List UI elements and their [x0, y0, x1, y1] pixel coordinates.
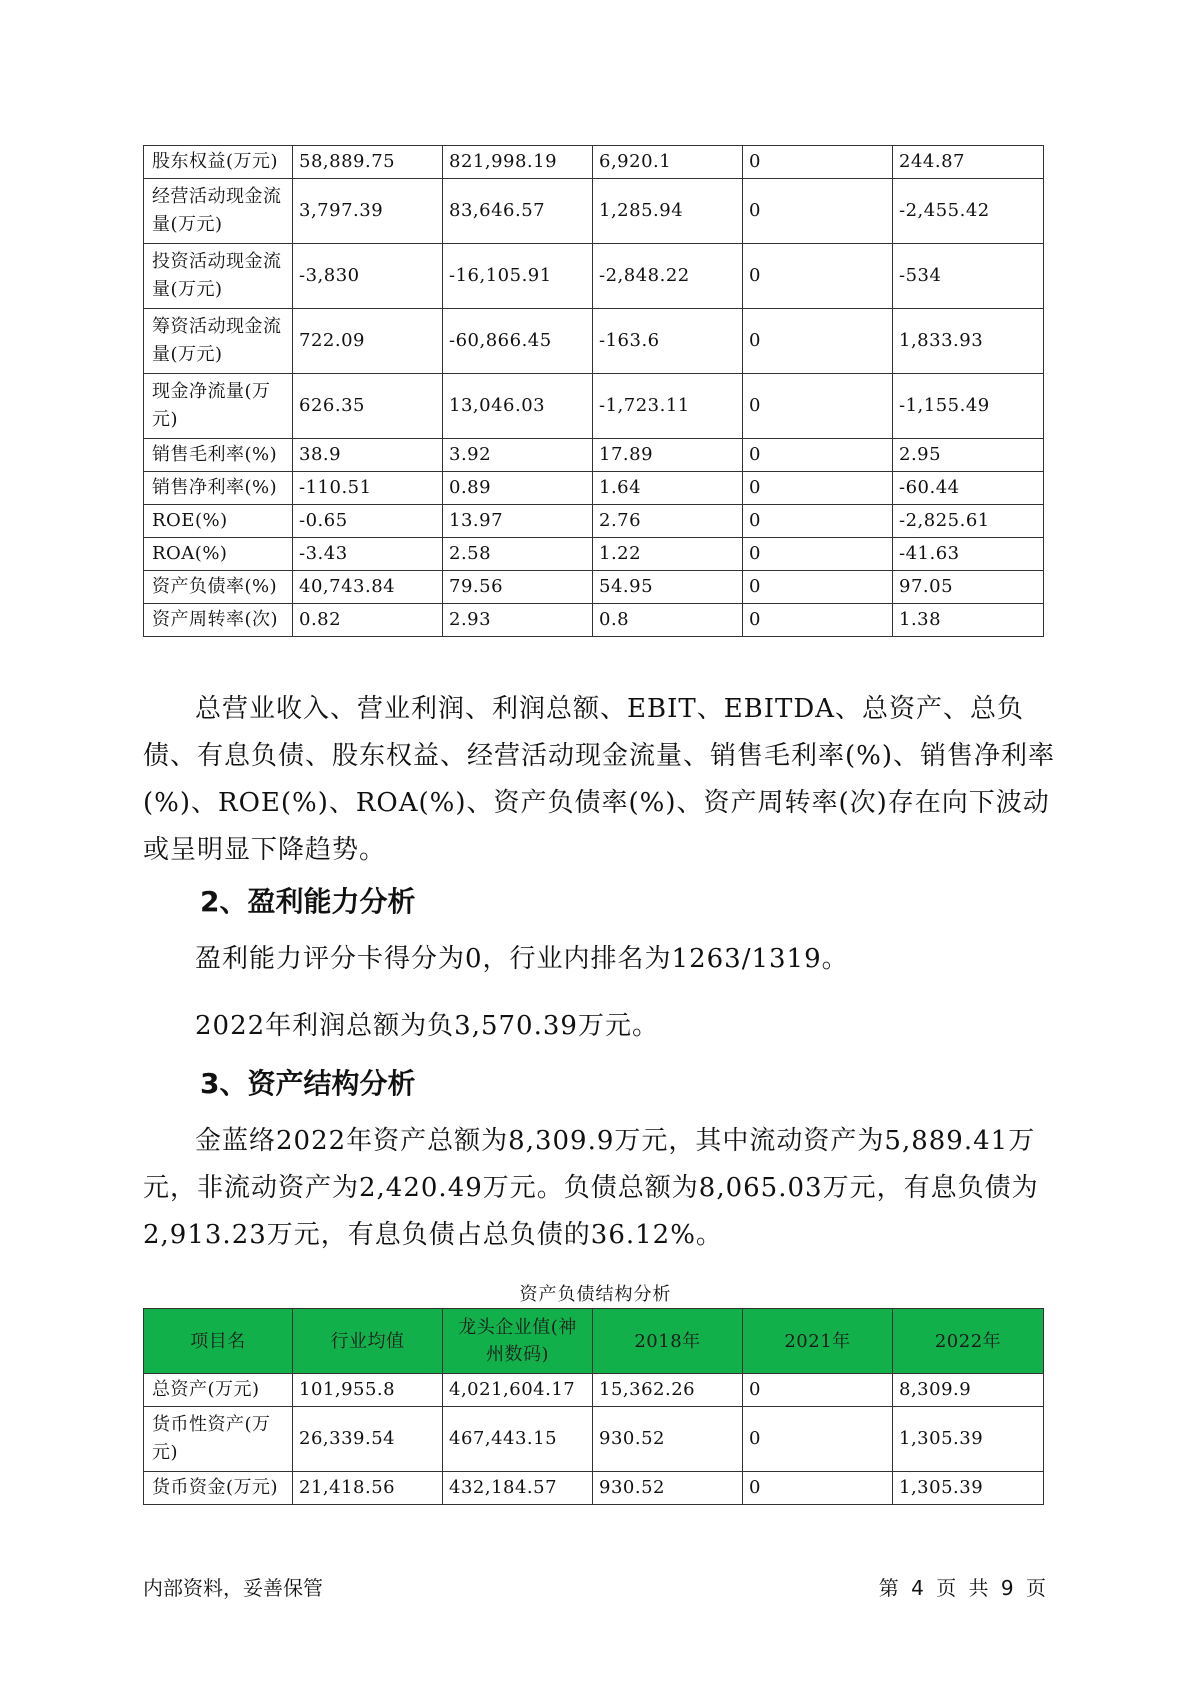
table-row: [144, 146, 1044, 179]
cell: 83,646.57: [443, 179, 593, 244]
cell: 0.82: [293, 604, 443, 637]
asset-structure-paragraph: 金蓝络2022年资产总额为8,309.9万元，其中流动资产为5,889.41万元，非流动资产为2,420.49万元。负债总额为8,065.03万元，有息负债为2,913.23万元，有息负债占总负债的36.12%。: [143, 1126, 1039, 1250]
cell: 79.56: [443, 571, 593, 604]
cell: 38.9: [293, 439, 443, 472]
table-row: [144, 439, 1044, 472]
cell: 4,021,604.17: [443, 1374, 593, 1407]
column-header: 2018年: [593, 1309, 743, 1374]
cell: 244.87: [893, 146, 1044, 179]
column-header: 行业均值: [293, 1309, 443, 1374]
cell: 3.92: [443, 439, 593, 472]
cell: -0.65: [293, 505, 443, 538]
cell: 2.93: [443, 604, 593, 637]
cell: 0: [743, 1407, 893, 1472]
cell: -2,848.22: [593, 244, 743, 309]
cell: 1,305.39: [893, 1407, 1044, 1472]
cell: 0: [743, 244, 893, 309]
cell: 0: [743, 1472, 893, 1505]
cell: 2.76: [593, 505, 743, 538]
row-label: 总资产(万元): [144, 1374, 293, 1407]
cell: 0: [743, 505, 893, 538]
row-label: 股东权益(万元): [144, 146, 293, 179]
table-row: [144, 472, 1044, 505]
cell: 2.58: [443, 538, 593, 571]
cell: -16,105.91: [443, 244, 593, 309]
cell: 0.89: [443, 472, 593, 505]
cell: 0: [743, 309, 893, 374]
row-label: 经营活动现金流量(万元): [144, 179, 293, 244]
cell: 1,285.94: [593, 179, 743, 244]
cell: 13,046.03: [443, 374, 593, 439]
row-label: 资产周转率(次): [144, 604, 293, 637]
cell: 0: [743, 179, 893, 244]
cell: 0: [743, 571, 893, 604]
cell: 54.95: [593, 571, 743, 604]
cell: -3.43: [293, 538, 443, 571]
cell: 930.52: [593, 1472, 743, 1505]
cell: 0: [743, 374, 893, 439]
total-profit-paragraph: 2022年利润总额为负3,570.39万元。: [195, 1011, 659, 1041]
table-row: [144, 1374, 1044, 1407]
row-label: 筹资活动现金流量(万元): [144, 309, 293, 374]
cell: 0: [743, 472, 893, 505]
cell: -534: [893, 244, 1044, 309]
section-heading-asset-structure: 3、资产结构分析: [200, 1067, 416, 1100]
section-heading-profitability: 2、盈利能力分析: [200, 885, 416, 918]
cell: 6,920.1: [593, 146, 743, 179]
table-row: [144, 244, 1044, 309]
cell: 26,339.54: [293, 1407, 443, 1472]
row-label: 货币资金(万元): [144, 1472, 293, 1505]
cell: 21,418.56: [293, 1472, 443, 1505]
cell: 101,955.8: [293, 1374, 443, 1407]
cell: -1,723.11: [593, 374, 743, 439]
cell: -163.6: [593, 309, 743, 374]
cell: 1.22: [593, 538, 743, 571]
cell: 930.52: [593, 1407, 743, 1472]
cell: 626.35: [293, 374, 443, 439]
cell: 0: [743, 439, 893, 472]
table-row: [144, 604, 1044, 637]
table-row: [144, 1407, 1044, 1472]
cell: 2.95: [893, 439, 1044, 472]
cell: -41.63: [893, 538, 1044, 571]
financial-metrics-table: [143, 145, 1044, 637]
row-label: 投资活动现金流量(万元): [144, 244, 293, 309]
cell: -3,830: [293, 244, 443, 309]
table-header-row: [144, 1309, 1044, 1374]
table-row: [144, 1472, 1044, 1505]
cell: 8,309.9: [893, 1374, 1044, 1407]
cell: 0: [743, 604, 893, 637]
summary-paragraph: 总营业收入、营业利润、利润总额、EBIT、EBITDA、总资产、总负债、有息负债、股东权益、经营活动现金流量、销售毛利率(%)、销售净利率(%)、ROE(%)、ROA(%)、资产负债率(%)、资产周转率(次)存在向下波动或呈明显下降趋势。: [143, 694, 1055, 865]
cell: -2,455.42: [893, 179, 1044, 244]
table-row: [144, 505, 1044, 538]
cell: 13.97: [443, 505, 593, 538]
column-header: 龙头企业值(神州数码): [443, 1309, 593, 1374]
footer-confidential-note: 内部资料，妥善保管: [143, 1576, 323, 1600]
profitability-score-paragraph: 盈利能力评分卡得分为0，行业内排名为1263/1319。: [195, 944, 849, 974]
cell: 0: [743, 1374, 893, 1407]
cell: -60,866.45: [443, 309, 593, 374]
cell: 0.8: [593, 604, 743, 637]
table-row: [144, 538, 1044, 571]
cell: 3,797.39: [293, 179, 443, 244]
cell: 1,305.39: [893, 1472, 1044, 1505]
column-header: 项目名: [144, 1309, 293, 1374]
cell: -60.44: [893, 472, 1044, 505]
table-row: [144, 571, 1044, 604]
cell: 467,443.15: [443, 1407, 593, 1472]
page-number: 第 4 页 共 9 页: [878, 1576, 1046, 1600]
cell: 1,833.93: [893, 309, 1044, 374]
cell: 15,362.26: [593, 1374, 743, 1407]
balance-structure-table: [143, 1308, 1044, 1505]
cell: 722.09: [293, 309, 443, 374]
cell: 40,743.84: [293, 571, 443, 604]
table-row: [144, 309, 1044, 374]
cell: -110.51: [293, 472, 443, 505]
row-label: 货币性资产(万元): [144, 1407, 293, 1472]
table-caption: 资产负债结构分析: [519, 1284, 672, 1305]
cell: -2,825.61: [893, 505, 1044, 538]
row-label: ROE(%): [144, 505, 293, 538]
row-label: 销售净利率(%): [144, 472, 293, 505]
cell: 97.05: [893, 571, 1044, 604]
table-row: [144, 179, 1044, 244]
column-header: 2022年: [893, 1309, 1044, 1374]
cell: -1,155.49: [893, 374, 1044, 439]
cell: 0: [743, 146, 893, 179]
cell: 1.64: [593, 472, 743, 505]
cell: 432,184.57: [443, 1472, 593, 1505]
column-header: 2021年: [743, 1309, 893, 1374]
table-row: [144, 374, 1044, 439]
row-label: 资产负债率(%): [144, 571, 293, 604]
row-label: 现金净流量(万元): [144, 374, 293, 439]
row-label: ROA(%): [144, 538, 293, 571]
cell: 821,998.19: [443, 146, 593, 179]
cell: 0: [743, 538, 893, 571]
cell: 58,889.75: [293, 146, 443, 179]
cell: 17.89: [593, 439, 743, 472]
row-label: 销售毛利率(%): [144, 439, 293, 472]
cell: 1.38: [893, 604, 1044, 637]
